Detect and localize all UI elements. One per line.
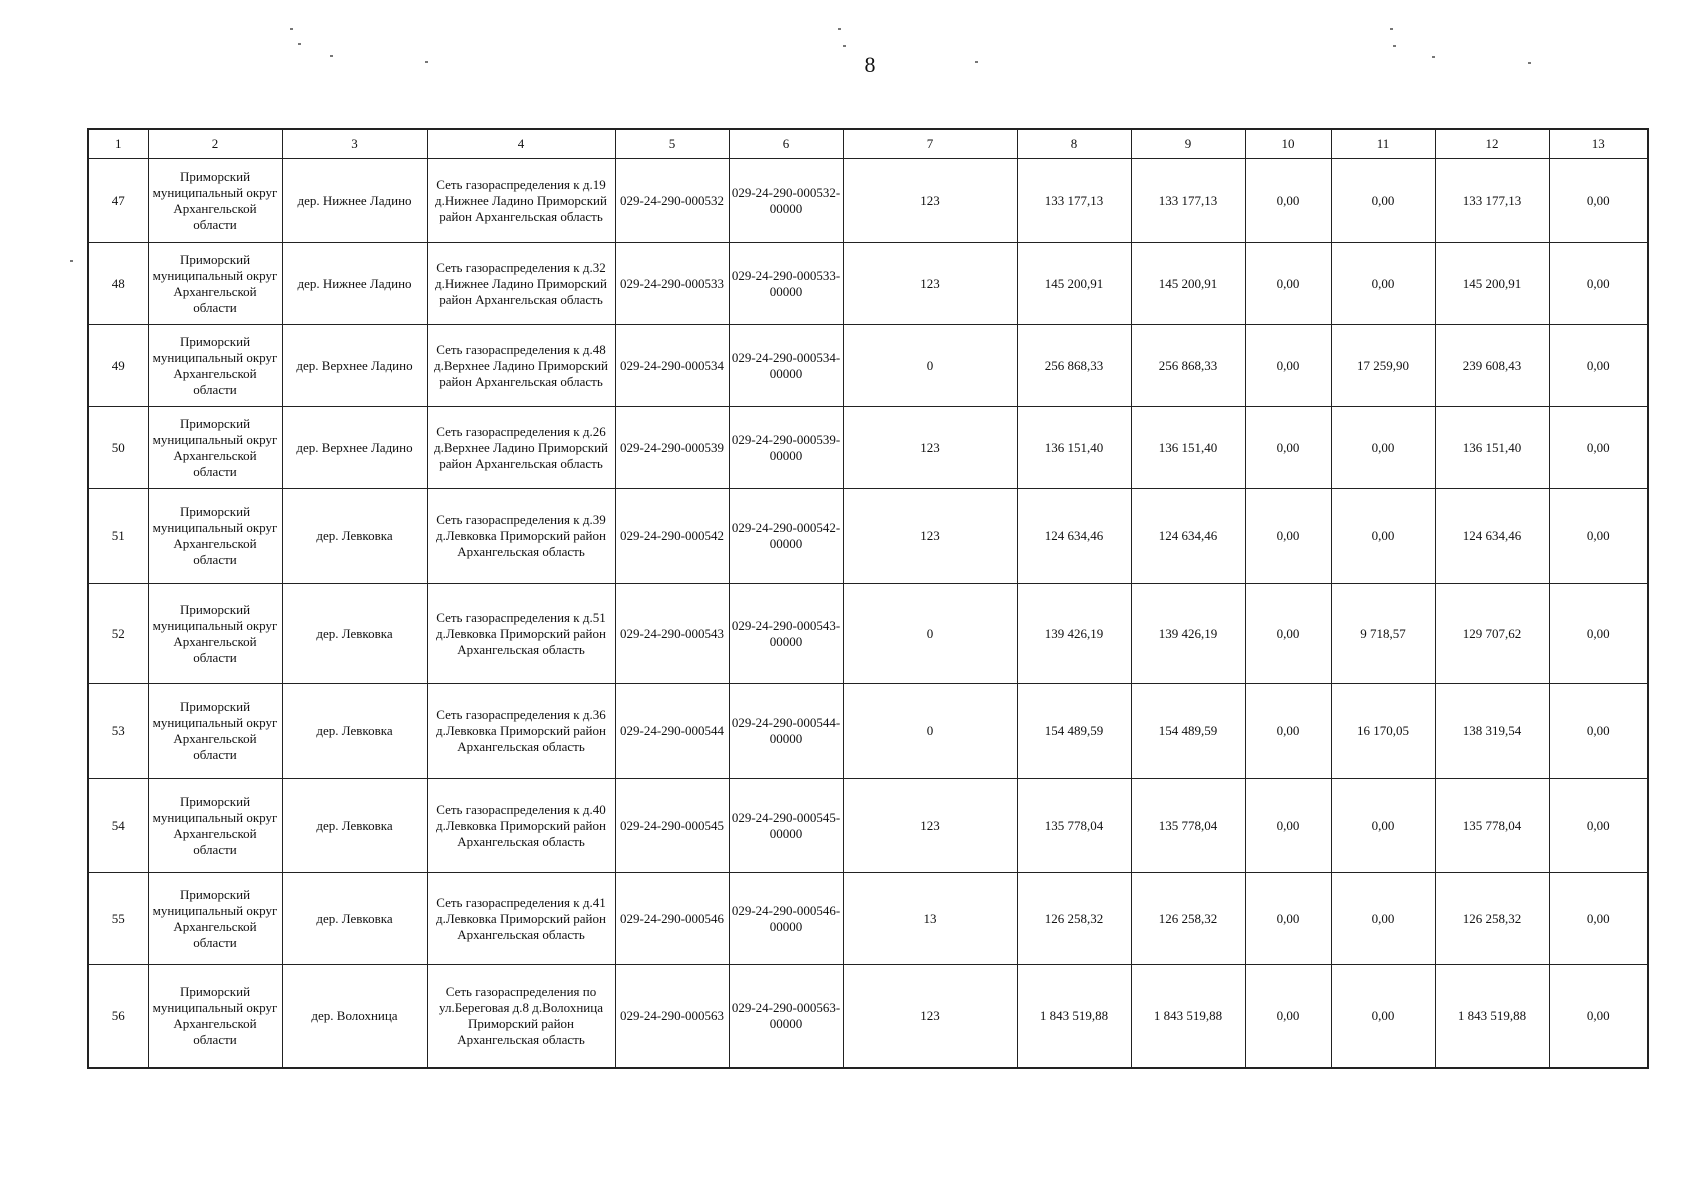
municipality-cell: Приморский муниципальный округ Архангельской области xyxy=(148,584,282,684)
table-row xyxy=(88,684,1648,779)
table-row xyxy=(88,407,1648,489)
value-cell-9: 135 778,04 xyxy=(1131,779,1245,873)
locality-cell: дер. Левковка xyxy=(282,584,427,684)
cadastral-number-cell: 029-24-290-000539 xyxy=(615,407,729,489)
value-cell-10: 0,00 xyxy=(1245,489,1331,584)
value-cell-12: 135 778,04 xyxy=(1435,779,1549,873)
municipality-cell: Приморский муниципальный округ Архангельской области xyxy=(148,325,282,407)
value-cell-8: 126 258,32 xyxy=(1017,873,1131,965)
value-cell-10: 0,00 xyxy=(1245,243,1331,325)
value-cell-10: 0,00 xyxy=(1245,584,1331,684)
value-cell-8: 135 778,04 xyxy=(1017,779,1131,873)
value-cell-8: 139 426,19 xyxy=(1017,584,1131,684)
value-cell-9: 126 258,32 xyxy=(1131,873,1245,965)
registry-code-cell: 029-24-290-000533-00000 xyxy=(729,243,843,325)
value-cell-13: 0,00 xyxy=(1549,407,1648,489)
header-row xyxy=(88,129,1648,159)
value-cell-13: 0,00 xyxy=(1549,159,1648,243)
column-header: 5 xyxy=(615,129,729,159)
value-cell-13: 0,00 xyxy=(1549,779,1648,873)
row-number: 54 xyxy=(88,779,148,873)
registry-code-cell: 029-24-290-000539-00000 xyxy=(729,407,843,489)
row-number: 53 xyxy=(88,684,148,779)
locality-cell: дер. Левковка xyxy=(282,489,427,584)
table-row xyxy=(88,243,1648,325)
municipality-cell: Приморский муниципальный округ Архангельской области xyxy=(148,489,282,584)
scan-speck xyxy=(1528,62,1531,64)
locality-cell: дер. Волохница xyxy=(282,965,427,1068)
description-cell: Сеть газораспределения к д.19 д.Нижнее Ладино Приморский район Архангельская область xyxy=(427,159,615,243)
scan-speck xyxy=(843,45,846,47)
column-header: 9 xyxy=(1131,129,1245,159)
registry-code-cell: 029-24-290-000542-00000 xyxy=(729,489,843,584)
table-row xyxy=(88,325,1648,407)
row-number: 48 xyxy=(88,243,148,325)
value-cell-12: 124 634,46 xyxy=(1435,489,1549,584)
value-cell-10: 0,00 xyxy=(1245,873,1331,965)
value-cell-10: 0,00 xyxy=(1245,684,1331,779)
column-header: 7 xyxy=(843,129,1017,159)
value-cell-8: 154 489,59 xyxy=(1017,684,1131,779)
row-number: 52 xyxy=(88,584,148,684)
value-cell-11: 16 170,05 xyxy=(1331,684,1435,779)
locality-cell: дер. Нижнее Ладино xyxy=(282,243,427,325)
description-cell: Сеть газораспределения к д.26 д.Верхнее Ладино Приморский район Архангельская область xyxy=(427,407,615,489)
locality-cell: дер. Нижнее Ладино xyxy=(282,159,427,243)
locality-cell: дер. Левковка xyxy=(282,873,427,965)
cadastral-number-cell: 029-24-290-000545 xyxy=(615,779,729,873)
value-cell-9: 1 843 519,88 xyxy=(1131,965,1245,1068)
column-header: 13 xyxy=(1549,129,1648,159)
locality-cell: дер. Левковка xyxy=(282,779,427,873)
description-cell: Сеть газораспределения к д.32 д.Нижнее Ладино Приморский район Архангельская область xyxy=(427,243,615,325)
value-cell-11: 0,00 xyxy=(1331,159,1435,243)
value-cell-7: 123 xyxy=(843,489,1017,584)
description-cell: Сеть газораспределения по ул.Береговая д.8 д.Волохница Приморский район Архангельская область xyxy=(427,965,615,1068)
value-cell-10: 0,00 xyxy=(1245,325,1331,407)
registry-code-cell: 029-24-290-000543-00000 xyxy=(729,584,843,684)
table-row xyxy=(88,779,1648,873)
table-row xyxy=(88,584,1648,684)
scan-speck xyxy=(298,43,301,45)
cadastral-number-cell: 029-24-290-000543 xyxy=(615,584,729,684)
column-header: 2 xyxy=(148,129,282,159)
column-header: 11 xyxy=(1331,129,1435,159)
column-header: 6 xyxy=(729,129,843,159)
cadastral-number-cell: 029-24-290-000533 xyxy=(615,243,729,325)
value-cell-7: 123 xyxy=(843,159,1017,243)
municipality-cell: Приморский муниципальный округ Архангельской области xyxy=(148,779,282,873)
column-header: 3 xyxy=(282,129,427,159)
value-cell-7: 123 xyxy=(843,407,1017,489)
scan-speck xyxy=(425,61,428,63)
cadastral-number-cell: 029-24-290-000532 xyxy=(615,159,729,243)
scan-speck xyxy=(330,55,333,57)
value-cell-10: 0,00 xyxy=(1245,159,1331,243)
value-cell-7: 0 xyxy=(843,325,1017,407)
value-cell-9: 145 200,91 xyxy=(1131,243,1245,325)
value-cell-11: 0,00 xyxy=(1331,243,1435,325)
registry-code-cell: 029-24-290-000532-00000 xyxy=(729,159,843,243)
column-header: 4 xyxy=(427,129,615,159)
column-header: 10 xyxy=(1245,129,1331,159)
column-header: 1 xyxy=(88,129,148,159)
scan-speck xyxy=(1390,28,1393,30)
value-cell-11: 0,00 xyxy=(1331,873,1435,965)
value-cell-13: 0,00 xyxy=(1549,965,1648,1068)
registry-code-cell: 029-24-290-000563-00000 xyxy=(729,965,843,1068)
registry-code-cell: 029-24-290-000545-00000 xyxy=(729,779,843,873)
description-cell: Сеть газораспределения к д.41 д.Левковка Приморский район Архангельская область xyxy=(427,873,615,965)
value-cell-8: 136 151,40 xyxy=(1017,407,1131,489)
value-cell-11: 0,00 xyxy=(1331,407,1435,489)
value-cell-13: 0,00 xyxy=(1549,325,1648,407)
value-cell-11: 0,00 xyxy=(1331,779,1435,873)
value-cell-13: 0,00 xyxy=(1549,873,1648,965)
value-cell-7: 13 xyxy=(843,873,1017,965)
value-cell-8: 256 868,33 xyxy=(1017,325,1131,407)
description-cell: Сеть газораспределения к д.36 д.Левковка Приморский район Архангельская область xyxy=(427,684,615,779)
scan-speck xyxy=(1393,45,1396,47)
municipality-cell: Приморский муниципальный округ Архангельской области xyxy=(148,243,282,325)
table-row xyxy=(88,159,1648,243)
row-number: 50 xyxy=(88,407,148,489)
value-cell-12: 138 319,54 xyxy=(1435,684,1549,779)
municipality-cell: Приморский муниципальный округ Архангельской области xyxy=(148,965,282,1068)
value-cell-8: 145 200,91 xyxy=(1017,243,1131,325)
municipality-cell: Приморский муниципальный округ Архангельской области xyxy=(148,407,282,489)
row-number: 55 xyxy=(88,873,148,965)
table-row xyxy=(88,489,1648,584)
description-cell: Сеть газораспределения к д.48 д.Верхнее Ладино Приморский район Архангельская область xyxy=(427,325,615,407)
value-cell-12: 133 177,13 xyxy=(1435,159,1549,243)
value-cell-7: 123 xyxy=(843,243,1017,325)
value-cell-8: 1 843 519,88 xyxy=(1017,965,1131,1068)
municipality-cell: Приморский муниципальный округ Архангельской области xyxy=(148,684,282,779)
registry-code-cell: 029-24-290-000534-00000 xyxy=(729,325,843,407)
locality-cell: дер. Верхнее Ладино xyxy=(282,407,427,489)
value-cell-7: 0 xyxy=(843,584,1017,684)
locality-cell: дер. Левковка xyxy=(282,684,427,779)
page-number: 8 xyxy=(864,52,876,77)
cadastral-number-cell: 029-24-290-000563 xyxy=(615,965,729,1068)
value-cell-11: 0,00 xyxy=(1331,489,1435,584)
row-number: 56 xyxy=(88,965,148,1068)
column-header: 12 xyxy=(1435,129,1549,159)
value-cell-10: 0,00 xyxy=(1245,407,1331,489)
scan-speck xyxy=(1432,56,1435,58)
value-cell-13: 0,00 xyxy=(1549,489,1648,584)
cadastral-number-cell: 029-24-290-000542 xyxy=(615,489,729,584)
table-row xyxy=(88,873,1648,965)
cadastral-number-cell: 029-24-290-000546 xyxy=(615,873,729,965)
row-number: 51 xyxy=(88,489,148,584)
scan-speck xyxy=(290,28,293,30)
value-cell-13: 0,00 xyxy=(1549,684,1648,779)
registry-code-cell: 029-24-290-000544-00000 xyxy=(729,684,843,779)
value-cell-10: 0,00 xyxy=(1245,779,1331,873)
value-cell-10: 0,00 xyxy=(1245,965,1331,1068)
value-cell-13: 0,00 xyxy=(1549,584,1648,684)
value-cell-8: 124 634,46 xyxy=(1017,489,1131,584)
scan-speck xyxy=(975,61,978,63)
cadastral-number-cell: 029-24-290-000544 xyxy=(615,684,729,779)
value-cell-9: 139 426,19 xyxy=(1131,584,1245,684)
value-cell-8: 133 177,13 xyxy=(1017,159,1131,243)
municipality-cell: Приморский муниципальный округ Архангельской области xyxy=(148,159,282,243)
value-cell-11: 0,00 xyxy=(1331,965,1435,1068)
cadastral-number-cell: 029-24-290-000534 xyxy=(615,325,729,407)
municipality-cell: Приморский муниципальный округ Архангельской области xyxy=(148,873,282,965)
locality-cell: дер. Верхнее Ладино xyxy=(282,325,427,407)
value-cell-12: 239 608,43 xyxy=(1435,325,1549,407)
gas-network-registry-table xyxy=(87,128,1649,1069)
value-cell-11: 9 718,57 xyxy=(1331,584,1435,684)
value-cell-9: 133 177,13 xyxy=(1131,159,1245,243)
value-cell-12: 145 200,91 xyxy=(1435,243,1549,325)
row-number: 47 xyxy=(88,159,148,243)
value-cell-12: 1 843 519,88 xyxy=(1435,965,1549,1068)
scan-speck xyxy=(838,28,841,30)
description-cell: Сеть газораспределения к д.51 д.Левковка Приморский район Архангельская область xyxy=(427,584,615,684)
value-cell-12: 126 258,32 xyxy=(1435,873,1549,965)
value-cell-7: 0 xyxy=(843,684,1017,779)
registry-code-cell: 029-24-290-000546-00000 xyxy=(729,873,843,965)
value-cell-12: 136 151,40 xyxy=(1435,407,1549,489)
value-cell-11: 17 259,90 xyxy=(1331,325,1435,407)
value-cell-12: 129 707,62 xyxy=(1435,584,1549,684)
value-cell-7: 123 xyxy=(843,779,1017,873)
description-cell: Сеть газораспределения к д.39 д.Левковка Приморский район Архангельская область xyxy=(427,489,615,584)
description-cell: Сеть газораспределения к д.40 д.Левковка Приморский район Архангельская область xyxy=(427,779,615,873)
value-cell-9: 136 151,40 xyxy=(1131,407,1245,489)
row-number: 49 xyxy=(88,325,148,407)
table-row xyxy=(88,965,1648,1068)
value-cell-9: 124 634,46 xyxy=(1131,489,1245,584)
value-cell-9: 256 868,33 xyxy=(1131,325,1245,407)
scan-speck xyxy=(70,260,73,262)
value-cell-9: 154 489,59 xyxy=(1131,684,1245,779)
value-cell-13: 0,00 xyxy=(1549,243,1648,325)
value-cell-7: 123 xyxy=(843,965,1017,1068)
column-header: 8 xyxy=(1017,129,1131,159)
